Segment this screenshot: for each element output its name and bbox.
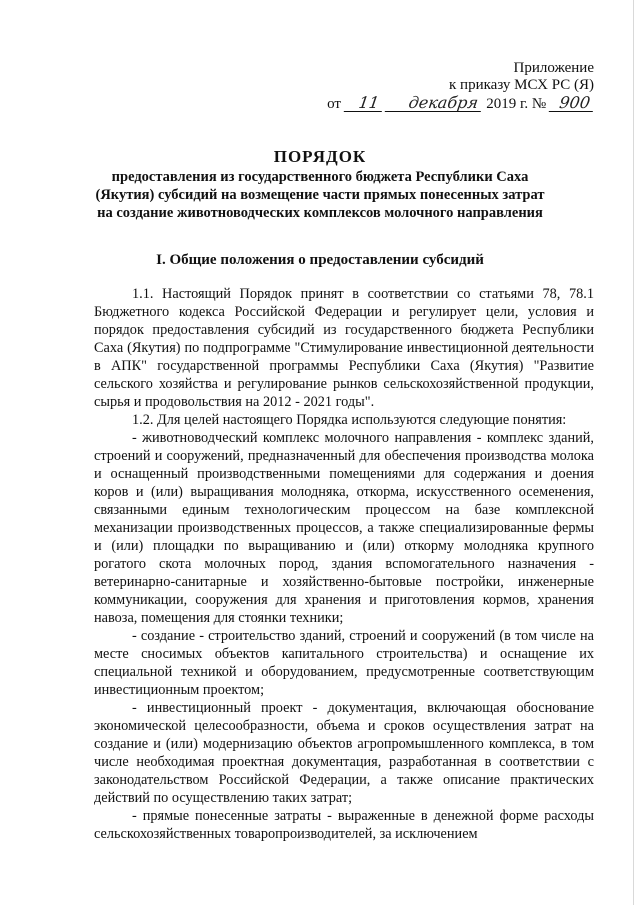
handwritten-order-number: 900 xyxy=(549,94,596,112)
definition-investment-project: - инвестиционный проект - документация, включающая обоснование экономической целесообразности, объема и сроков осуществления затрат на создание и (или) модернизацию объектов агропромышленного комплекса, в том числе необходимая проектная документация, разработанная в соответствии с законодательством Российской Федерации, а также описание практических действий по осуществлению таких затрат; xyxy=(94,700,594,806)
appendix-label: Приложение xyxy=(513,60,594,76)
appendix-block xyxy=(327,60,594,113)
document-body xyxy=(94,285,594,843)
document-title: ПОРЯДОК xyxy=(273,147,367,166)
year-text: 2019 г. № xyxy=(486,96,547,112)
definition-creation: - создание - строительство зданий, строений и сооружений (в том числе на месте сносимых объектов капитального строительства) и оснащение их специальной техникой и оборудованием, предусмотренные соответствующим инвестиционным проектом; xyxy=(94,628,594,698)
document-subtitle: предоставления из государственного бюджета Республики Саха (Якутия) субсидий на возмещение части прямых понесенных затрат на создание животноводческих комплексов молочного направления xyxy=(95,169,545,221)
section-heading: I. Общие положения о предоставлении субсидий xyxy=(156,252,484,268)
handwritten-day: 11 xyxy=(343,94,384,112)
date-prefix: от xyxy=(327,96,341,112)
handwritten-month: декабря xyxy=(385,94,484,112)
appendix-date-line xyxy=(327,94,594,113)
appendix-order-ref: к приказу МСХ РС (Я) xyxy=(449,77,594,93)
paragraph-1-2: 1.2. Для целей настоящего Порядка используются следующие понятия: xyxy=(132,412,567,428)
page-edge-line xyxy=(633,0,634,905)
definition-livestock-complex: - животноводческий комплекс молочного направления - комплекс зданий, строений и сооружений, предназначенный для обеспечения производства молока и оснащенный производственными помещениями для содержания и доения коров и (или) выращивания молодняка, откорма, искусственного осеменения, связанными единым технологическим процессом на базе комплексной механизации производственных процессов, а также специализированные фермы и (или) площадки по выращиванию и (или) откорму молодняка крупного рогатого скота молочных пород, здания вспомогательного назначения - ветеринарно-санитарные и хозяйственно-бытовые постройки, инженерные коммуникации, сооружения для хранения и приготовления кормов, хранения навоза, помещения для стоянки техники; xyxy=(94,430,594,626)
definition-direct-costs: - прямые понесенные затраты - выраженные в денежной форме расходы сельскохозяйственных товаропроизводителей, за исключением xyxy=(94,808,594,842)
paragraph-1-1: 1.1. Настоящий Порядок принят в соответствии со статьями 78, 78.1 Бюджетного кодекса Российской Федерации и регулирует цели, условия и порядок предоставления субсидий из государственного бюджета Республики Саха (Якутия) по подпрограмме "Стимулирование инвестиционной деятельности в АПК" государственной программы Республики Саха (Якутия) "Развитие сельского хозяйства и регулирование рынков сельскохозяйственной продукции, сырья и продовольствия на 2012 - 2021 годы". xyxy=(94,286,594,410)
